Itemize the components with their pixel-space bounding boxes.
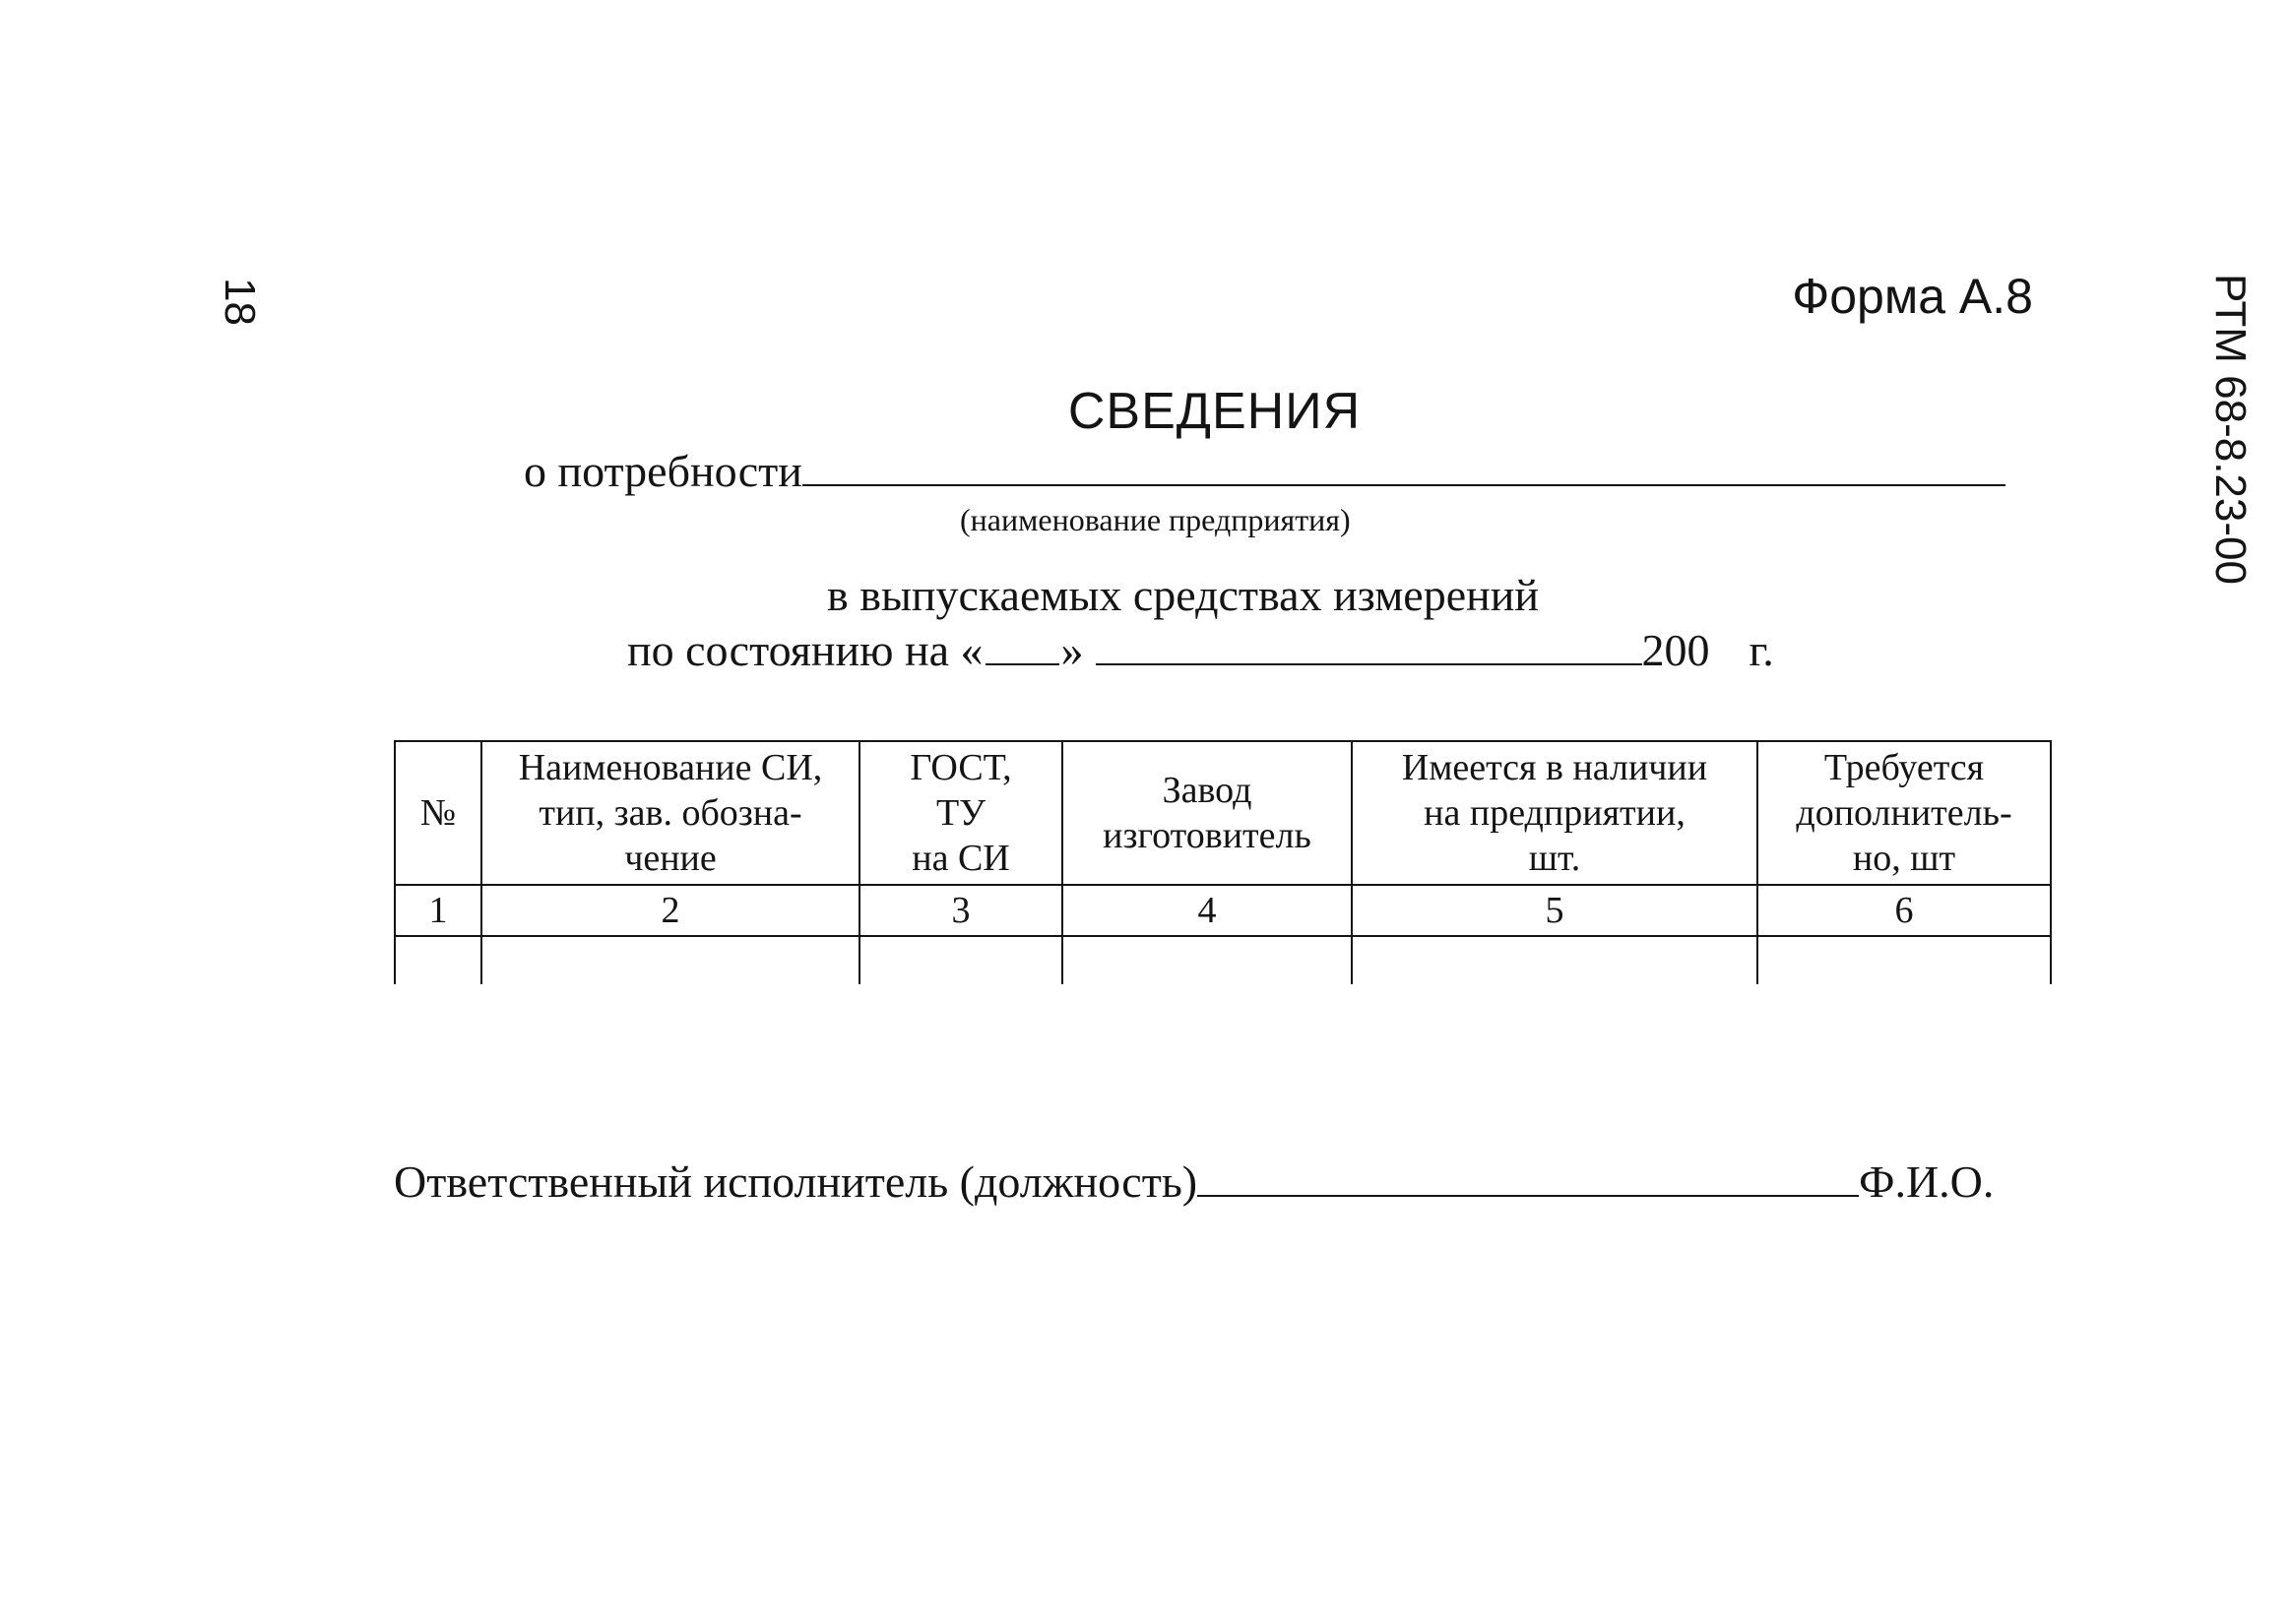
table-cell[interactable] (859, 936, 1062, 984)
table-cell[interactable] (395, 936, 481, 984)
name-label: Ф.И.О. (1859, 1156, 1995, 1207)
table-cell[interactable] (481, 936, 859, 984)
column-header-manufacturer: Завод изготовитель (1062, 741, 1352, 885)
column-number-row (395, 885, 2051, 936)
column-number-cell: 6 (1757, 885, 2051, 936)
year-prefix: 200 (1641, 625, 1710, 675)
day-blank[interactable] (986, 624, 1059, 665)
column-header-required: Требуется дополнитель- но, шт (1757, 741, 2051, 885)
responsible-label: Ответственный исполнитель (должность) (394, 1156, 1198, 1207)
column-number-cell: 5 (1352, 885, 1757, 936)
state-date-line (627, 624, 1774, 676)
column-number-cell: 1 (395, 885, 481, 936)
state-prefix: по состоянию на « (627, 625, 984, 675)
info-table (394, 740, 2052, 984)
table-cell[interactable] (1062, 936, 1352, 984)
position-blank[interactable] (1197, 1156, 1859, 1197)
form-title: СВЕДЕНИЯ (1067, 383, 1362, 440)
need-line (524, 445, 2005, 497)
table-cell[interactable] (1352, 936, 1757, 984)
column-number-cell: 3 (859, 885, 1062, 936)
document-code: РТМ 68-8.23-00 (2206, 274, 2255, 585)
responsible-line (394, 1156, 1994, 1208)
enterprise-name-blank[interactable] (802, 445, 2005, 486)
quote-close: » (1060, 625, 1084, 675)
month-blank[interactable] (1096, 624, 1642, 665)
column-header-name-type: Наименование СИ, тип, зав. обозна- чение (481, 741, 859, 885)
table-header-row (395, 741, 2051, 885)
column-number-cell: 4 (1062, 885, 1352, 936)
form-label: Форма А.8 (1792, 269, 2033, 324)
year-suffix: г. (1749, 625, 1774, 675)
need-prefix: о потребности (524, 446, 802, 496)
column-header-number: № (395, 741, 481, 885)
column-header-available: Имеется в наличии на предприятии, шт. (1352, 741, 1757, 885)
page-number: 18 (216, 278, 264, 326)
enterprise-name-caption: (наименование предприятия) (960, 502, 1351, 537)
table-cell[interactable] (1757, 936, 2051, 984)
column-header-gost: ГОСТ, ТУ на СИ (859, 741, 1062, 885)
column-number-cell: 2 (481, 885, 859, 936)
released-line: в выпускаемых средствах измерений (827, 570, 1539, 620)
table-row (395, 936, 2051, 984)
